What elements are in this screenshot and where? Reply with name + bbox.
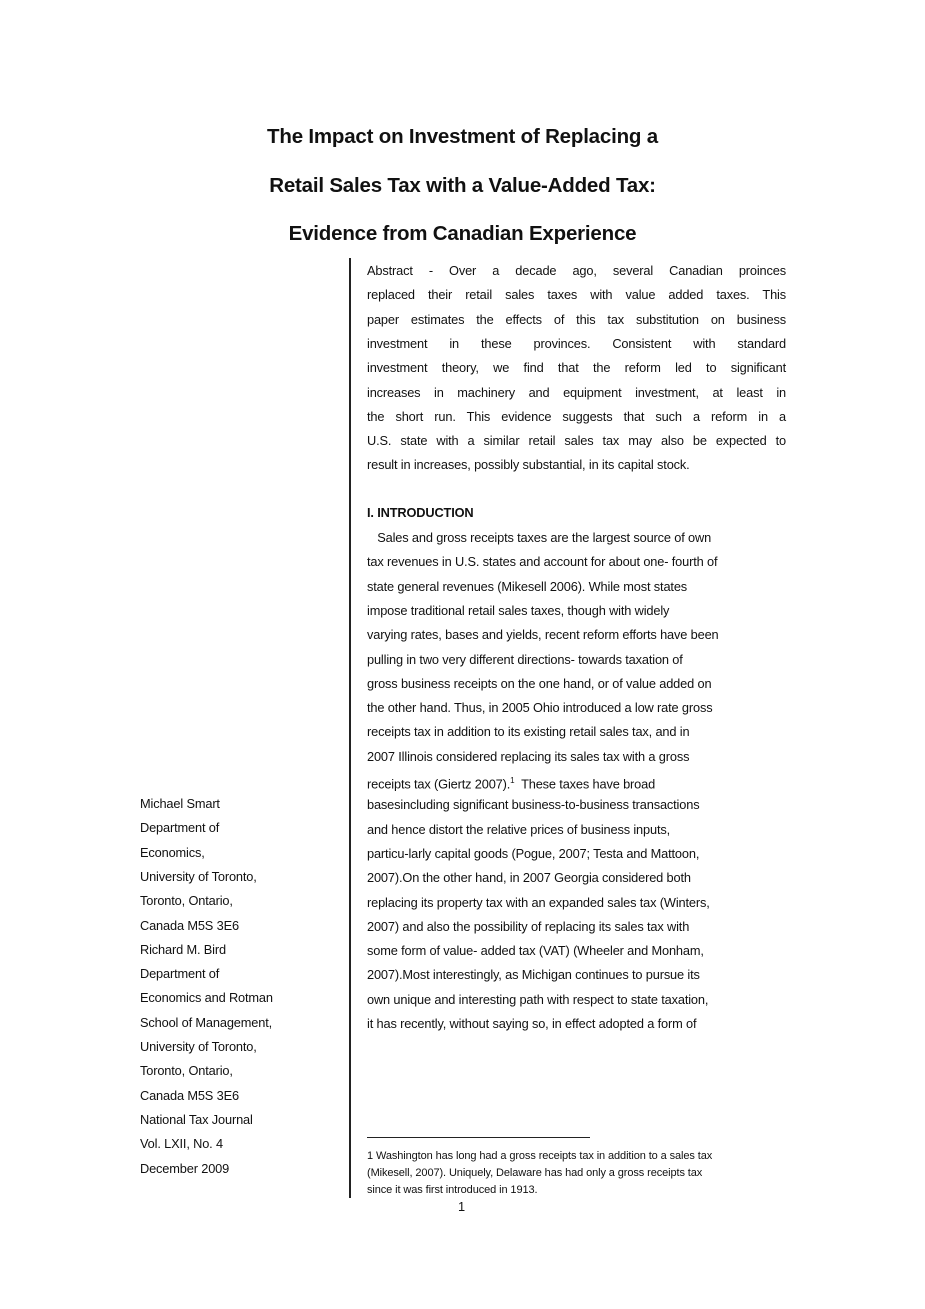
- body-line: own unique and interesting path with respect to state taxation,: [367, 991, 709, 1007]
- footnote-line: 1 Washington has long had a gross receipts tax in addition to a sales tax: [367, 1150, 713, 1162]
- body-line: 2007).Most interestingly, as Michigan continues to pursue its: [367, 967, 700, 983]
- author-line: Toronto, Ontario,: [140, 893, 233, 909]
- body-line: basesincluding significant business-to-business transactions: [367, 797, 700, 813]
- author-line: Michael Smart: [140, 796, 220, 811]
- abstract-line: Abstract - Over a decade ago, several Canadian proinces: [367, 263, 786, 278]
- body-line: 2007) and also the possibility of replacing its sales tax with: [367, 918, 690, 934]
- author-line: Canada M5S 3E6: [140, 917, 239, 933]
- body-line: 2007).On the other hand, in 2007 Georgia considered both: [367, 870, 691, 886]
- author-line: University of Toronto,: [140, 1039, 257, 1054]
- author-line: National Tax Journal: [140, 1111, 253, 1127]
- abstract-line: investment in these provinces. Consistent with standard: [367, 335, 786, 351]
- body-line: impose traditional retail sales taxes, though with widely: [367, 602, 670, 618]
- body-line: and hence distort the relative prices of business inputs,: [367, 821, 671, 837]
- author-line: Richard M. Bird: [140, 941, 226, 957]
- body-text: These taxes have broad: [514, 776, 656, 792]
- abstract-line: investment theory, we find that the reform led to significant: [367, 360, 786, 376]
- body-line: replacing its property tax with an expanded sales tax (Winters,: [367, 894, 710, 910]
- body-line: pulling in two very different directions- towards taxation of: [367, 651, 683, 667]
- body-line: state general revenues (Mikesell 2006). While most states: [367, 578, 688, 594]
- title-line: Evidence from Canadian Experience: [288, 222, 637, 245]
- author-line: Economics,: [140, 844, 205, 860]
- author-line: Toronto, Ontario,: [140, 1063, 233, 1079]
- footnote-line: since it was first introduced in 1913.: [367, 1184, 538, 1196]
- footnote-line: (Mikesell, 2007). Uniquely, Delaware has had only a gross receipts tax: [367, 1167, 703, 1179]
- column-divider: [349, 258, 351, 1198]
- footnote-rule: [367, 1137, 590, 1138]
- author-line: University of Toronto,: [140, 868, 257, 884]
- abstract-line: U.S. state with a similar retail sales tax may also be expected to: [367, 433, 786, 449]
- author-line: Vol. LXII, No. 4: [140, 1136, 223, 1152]
- title-line: Retail Sales Tax with a Value-Added Tax:: [269, 174, 656, 197]
- body-line: receipts tax (Giertz 2007).$^1$ These taxes have broad: [367, 776, 656, 792]
- body-line: particu-larly capital goods (Pogue, 2007; Testa and Mattoon,: [367, 845, 700, 861]
- abstract-line: result in increases, possibly substantial, in its capital stock.: [367, 457, 690, 473]
- author-line: Department of: [140, 966, 220, 982]
- abstract-line: the short run. This evidence suggests that such a reform in a: [367, 408, 786, 424]
- body-line: Sales and gross receipts taxes are the largest source of own: [367, 530, 712, 545]
- abstract-line: increases in machinery and equipment investment, at least in: [367, 384, 786, 400]
- author-line: Canada M5S 3E6: [140, 1087, 239, 1103]
- abstract-line: paper estimates the effects of this tax substitution on business: [367, 311, 786, 327]
- body-line: some form of value- added tax (VAT) (Wheeler and Monham,: [367, 943, 704, 959]
- body-line: 2007 Illinois considered replacing its sales tax with a gross: [367, 748, 690, 764]
- author-line: December 2009: [140, 1160, 230, 1176]
- abstract-line: replaced their retail sales taxes with value added taxes. This: [367, 287, 786, 303]
- author-line: Economics and Rotman: [140, 990, 273, 1006]
- body-line: receipts tax in addition to its existing retail sales tax, and in: [367, 724, 690, 740]
- body-line: it has recently, without saying so, in effect adopted a form of: [367, 1016, 697, 1031]
- section-heading: I. INTRODUCTION: [367, 505, 474, 520]
- author-line: Department of: [140, 820, 220, 836]
- page-number: 1: [458, 1199, 465, 1214]
- body-line: varying rates, bases and yields, recent reform efforts have been: [367, 627, 719, 643]
- body-line: the other hand. Thus, in 2005 Ohio introduced a low rate gross: [367, 700, 713, 716]
- title-line: The Impact on Investment of Replacing a: [267, 125, 658, 148]
- footnote-marker[interactable]: 1: [510, 776, 515, 785]
- body-line: gross business receipts on the one hand, or of value added on: [367, 675, 712, 691]
- body-line: tax revenues in U.S. states and account for about one- fourth of: [367, 554, 718, 570]
- author-line: School of Management,: [140, 1014, 273, 1030]
